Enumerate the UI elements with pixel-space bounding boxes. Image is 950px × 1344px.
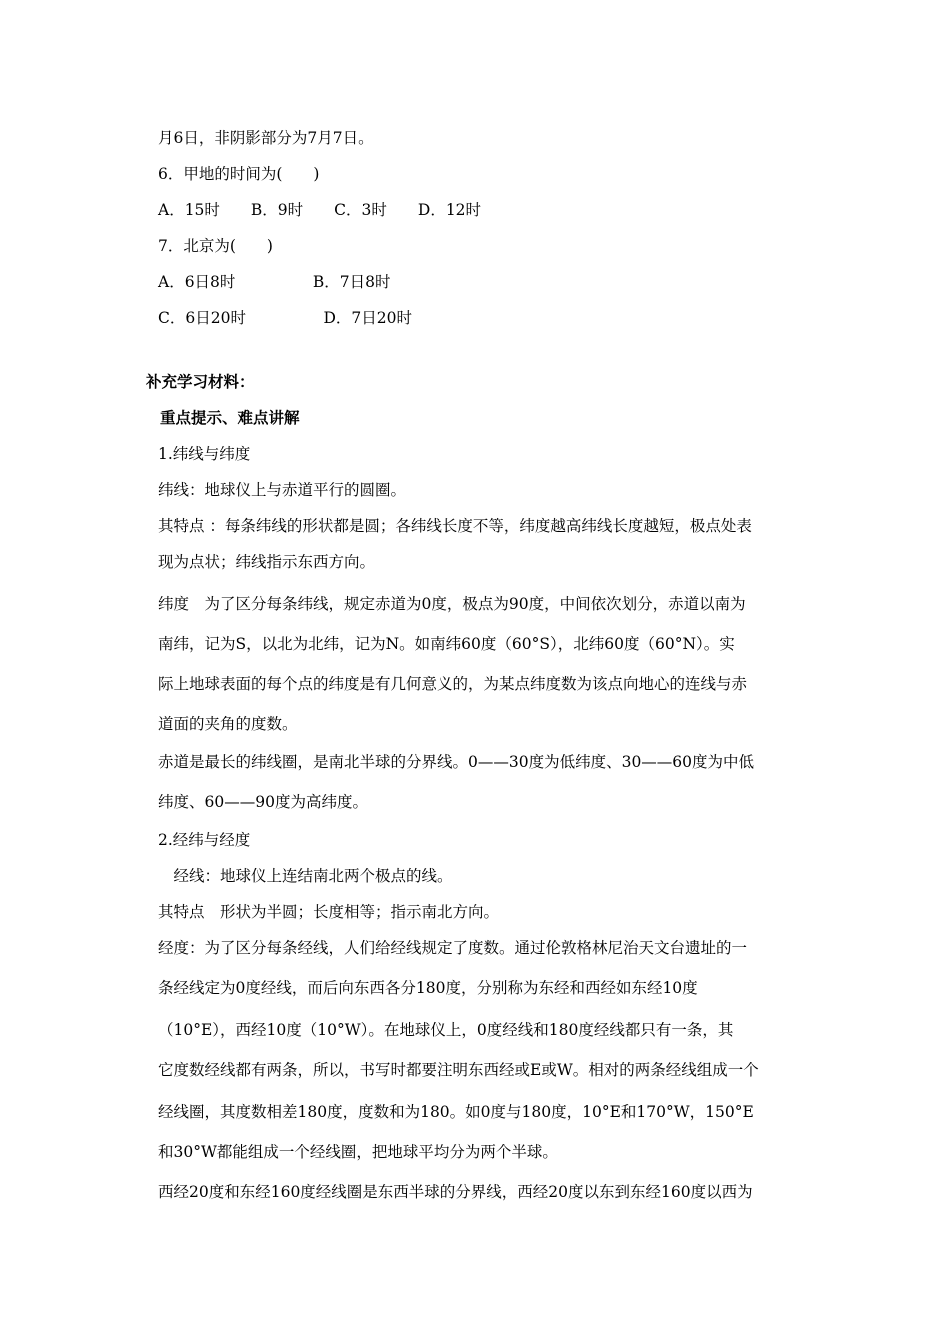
- question-7: 7．北京为( ): [158, 237, 273, 255]
- paragraph-line: 其特点 ：每条纬线的形状都是圆；各纬线长度不等，纬度越高纬线长度越短，极点处表: [158, 517, 752, 535]
- paragraph-line: 经线：地球仪上连结南北两个极点的线。: [158, 867, 453, 885]
- paragraph-line: 经线圈，其度数相差180度，度数和为180。如0度与180度，10°E和170°W，150°E: [158, 1103, 754, 1121]
- paragraph-line: 条经线定为0度经线，而后向东西各分180度，分别称为东经和西经如东经10度: [158, 979, 698, 997]
- question-7-options-cd: C．6日20时 D．7日20时: [158, 309, 412, 327]
- subsection-heading: 重点提示、难点讲解: [160, 408, 300, 427]
- paragraph-line: 际上地球表面的每个点的纬度是有几何意义的，为某点纬度数为该点向地心的连线与赤: [158, 675, 748, 693]
- paragraph-line: 赤道是最长的纬线圈，是南北半球的分界线。0——30度为低纬度、30——60度为中低: [158, 753, 755, 771]
- paragraph-line: （10°E），西经10度（10°W）。在地球仪上，0度经线和180度经线都只有一条，其: [158, 1021, 734, 1039]
- paragraph-line: 经度：为了区分每条经线，人们给经线规定了度数。通过伦敦格林尼治天文台遗址的一: [158, 939, 748, 957]
- topic-heading-latitude: 1.纬线与纬度: [158, 445, 251, 463]
- question-6-options: A．15时 B．9时 C．3时 D．12时: [158, 201, 482, 219]
- paragraph-line: 它度数经线都有两条，所以，书写时都要注明东西经或E或W。相对的两条经线组成一个: [158, 1061, 759, 1079]
- paragraph-line: 道面的夹角的度数。: [158, 715, 298, 733]
- paragraph-line: 纬线：地球仪上与赤道平行的圆圈。: [158, 481, 407, 499]
- topic-heading-longitude: 2.经纬与经度: [158, 831, 251, 849]
- question-7-options-ab: A．6日8时 B．7日8时: [158, 273, 391, 291]
- paragraph-line: 现为点状；纬线指示东西方向。: [158, 553, 376, 571]
- question-6: 6．甲地的时间为( ): [158, 165, 320, 183]
- paragraph-line: 其特点 形状为半圆；长度相等；指示南北方向。: [158, 903, 500, 921]
- paragraph-line: 和30°W都能组成一个经线圈，把地球平均分为两个半球。: [158, 1143, 558, 1161]
- section-heading: 补充学习材料：: [146, 372, 255, 391]
- paragraph-line: 纬度 为了区分每条纬线，规定赤道为0度，极点为90度，中间依次划分，赤道以南为: [158, 595, 746, 613]
- paragraph-line: 纬度、60——90度为高纬度。: [158, 793, 368, 811]
- text-line: 月6日，非阴影部分为7月7日。: [158, 129, 374, 147]
- paragraph-line: 西经20度和东经160度经线圈是东西半球的分界线，西经20度以东到东经160度以西为: [158, 1183, 753, 1201]
- paragraph-line: 南纬，记为S，以北为北纬，记为N。如南纬60度（60°S），北纬60度（60°N）。实: [158, 635, 735, 653]
